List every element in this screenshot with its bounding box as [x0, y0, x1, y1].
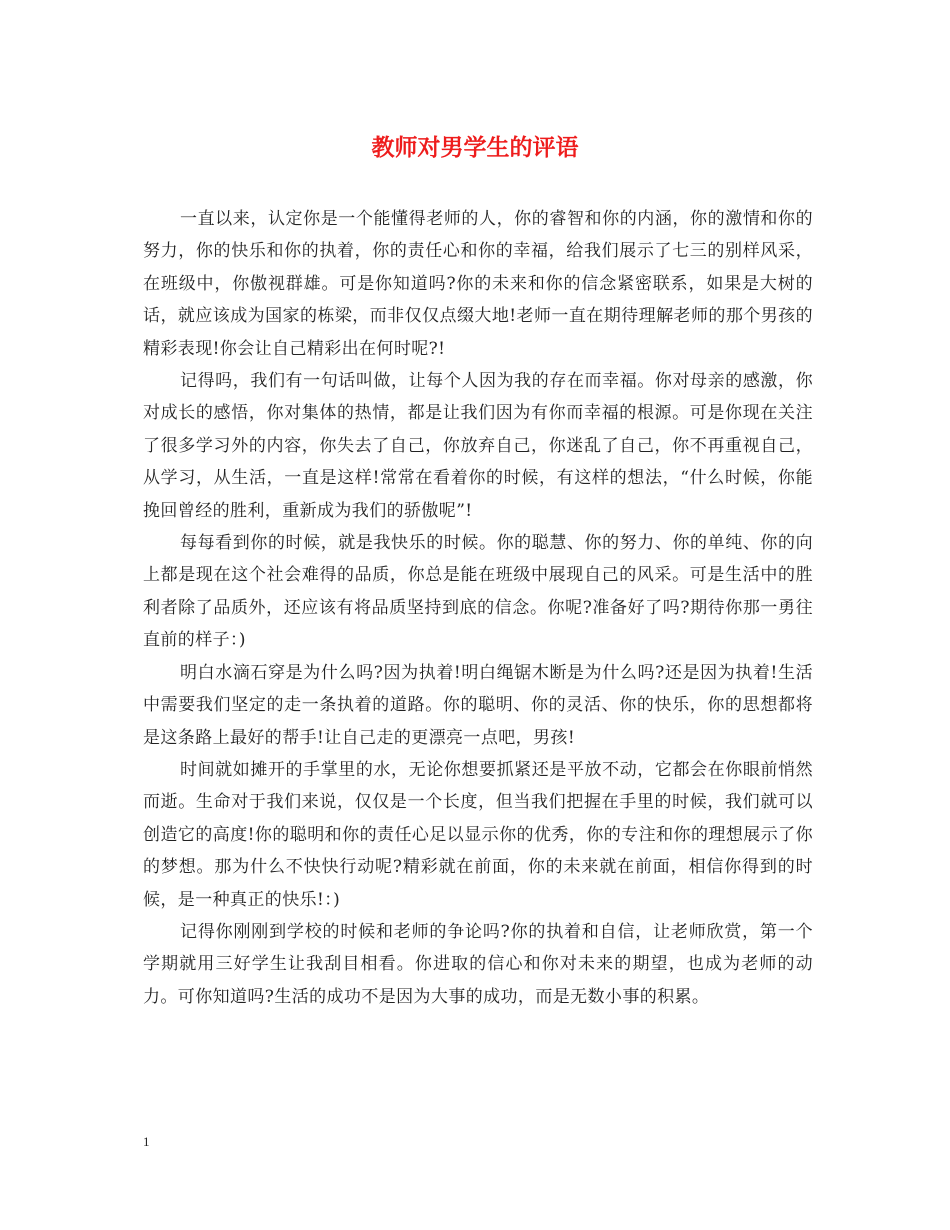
paragraph-4: 明白水滴石穿是为什么吗?因为执着!明白绳锯木断是为什么吗?还是因为执着!生活中需要我们坚定的走一条执着的道路。你的聪明、你的灵活、你的快乐，你的思想都将是这条路上最好的帮手!让自己走的更漂亮一点吧，男孩! — [143, 662, 813, 748]
page-number: 1 — [143, 1134, 150, 1149]
paragraph-1: 一直以来，认定你是一个能懂得老师的人，你的睿智和你的内涵，你的激情和你的努力，你的快乐和你的执着，你的责任心和你的幸福，给我们展示了七三的别样风采，在班级中，你傲视群雄。可是你知道吗?你的未来和你的信念紧密联系，如果是大树的话，就应该成为国家的栋梁，而非仅仅点缀大地!老师一直在期待理解老师的那个男孩的精彩表现!你会让自己精彩出在何时呢?! — [143, 209, 813, 359]
paragraph-6: 记得你刚刚到学校的时候和老师的争论吗?你的执着和自信，让老师欣赏，第一个学期就用三好学生让我刮目相看。你进取的信心和你对未来的期望，也成为老师的动力。可你知道吗?生活的成功不是因为大事的成功，而是无数小事的积累。 — [143, 921, 813, 1007]
document-title: 教师对男学生的评语 — [371, 134, 579, 161]
paragraph-3: 每每看到你的时候，就是我快乐的时候。你的聪慧、你的努力、你的单纯、你的向上都是现在这个社会难得的品质，你总是能在班级中展现自己的风采。可是生活中的胜利者除了品质外，还应该有将品质坚持到底的信念。你呢?准备好了吗?期待你那一勇往直前的样子：) — [143, 533, 813, 651]
paragraph-2: 记得吗，我们有一句话叫做，让每个人因为我的存在而幸福。你对母亲的感激，你对成长的感悟，你对集体的热情，都是让我们因为有你而幸福的根源。可是你现在关注了很多学习外的内容，你失去了自己，你放弃自己，你迷乱了自己，你不再重视自己，从学习，从生活，一直是这样!常常在看着你的时候，有这样的想法，“什么时候，你能挽回曾经的胜利，重新成为我们的骄傲呢”! — [143, 371, 813, 521]
paragraph-5: 时间就如摊开的手掌里的水，无论你想要抓紧还是平放不动，它都会在你眼前悄然而逝。生命对于我们来说，仅仅是一个长度，但当我们把握在手里的时候，我们就可以创造它的高度!你的聪明和你的责任心足以显示你的优秀，你的专注和你的理想展示了你的梦想。那为什么不快快行动呢?精彩就在前面，你的未来就在前面，相信你得到的时候，是一种真正的快乐!：) — [143, 759, 813, 910]
document-body — [143, 203, 813, 1013]
